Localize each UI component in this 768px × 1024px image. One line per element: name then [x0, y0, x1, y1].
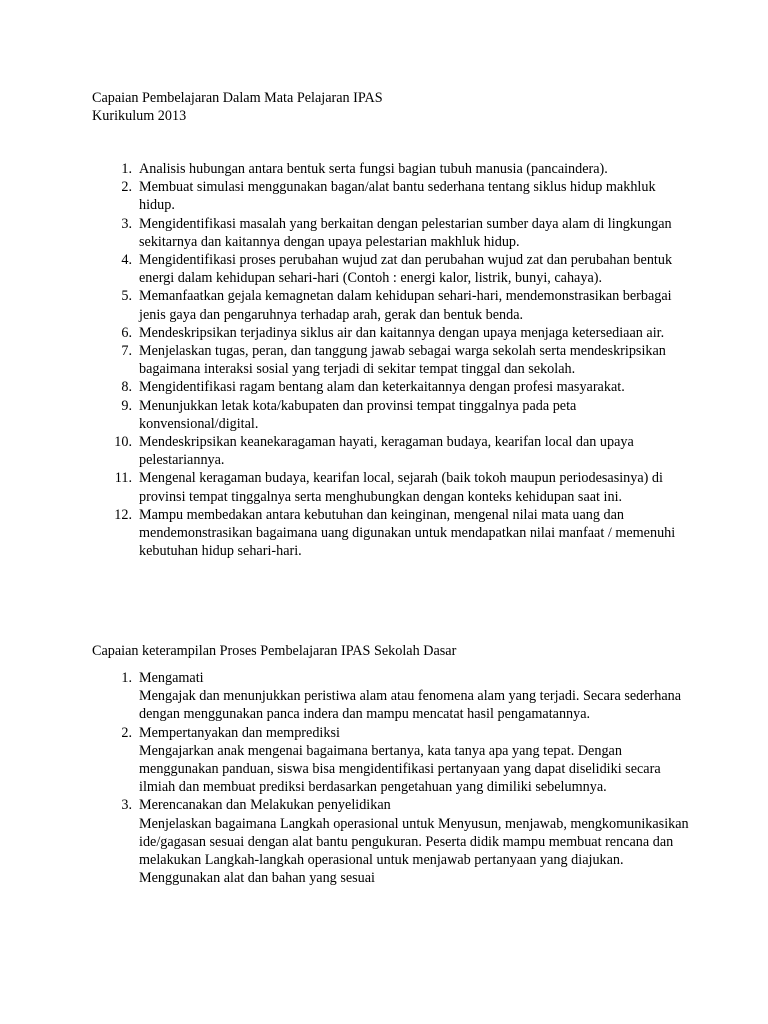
skill-title: Merencanakan dan Melakukan penyelidikan [139, 797, 391, 814]
skills-heading: Capaian keterampilan Proses Pembelajaran IPAS Sekolah Dasar [92, 643, 457, 659]
list-item [92, 215, 692, 251]
skill-description: Mengajak dan menunjukkan peristiwa alam atau fenomena alam yang terjadi. Secara sederhana dengan menggunakan panca indera dan mampu mencatat hasil pengamatannya. [139, 688, 682, 723]
list-item [92, 433, 692, 469]
list-number: 2. [121, 179, 132, 196]
list-number: 8. [121, 379, 132, 396]
list-item [92, 506, 692, 561]
list-item [92, 796, 692, 887]
skill-description: Mengajarkan anak mengenai bagaimana bertanya, kata tanya apa yang tepat. Dengan menggunakan panduan, siswa bisa mengidentifikasi pertanyaan yang dapat diselidiki secara ilmiah dan membuat prediksi berdasarkan pengetahuan yang dimiliki sebelumnya. [139, 742, 661, 796]
list-item [92, 669, 692, 724]
list-item-text: Menunjukkan letak kota/kabupaten dan provinsi tempat tinggalnya pada peta konvensional/digital. [139, 397, 577, 432]
list-number: 1. [121, 670, 132, 686]
list-item-text: Menjelaskan tugas, peran, dan tanggung jawab sebagai warga sekolah serta mendeskripsikan bagaimana interaksi sosial yang terjadi di sekitar tempat tinggal dan sekolah. [139, 343, 666, 378]
list-number: 9. [121, 397, 132, 414]
list-item [92, 287, 692, 323]
list-number: 6. [121, 324, 132, 341]
list-item [92, 724, 692, 797]
list-item [92, 397, 692, 433]
list-item [92, 342, 692, 378]
list-item-text: Mengidentifikasi proses perubahan wujud zat dan perubahan wujud zat dan perubahan bentuk energi dalam kehidupan sehari-hari (Contoh : energi kalor, listrik, bunyi, cahaya). [139, 252, 673, 287]
skill-title: Mempertanyakan dan memprediksi [139, 724, 340, 741]
skills-list [92, 669, 692, 887]
list-item-text: Analisis hubungan antara bentuk serta fungsi bagian tubuh manusia (pancaindera). [139, 161, 608, 177]
list-number: 2. [121, 724, 132, 741]
list-number: 12. [114, 506, 132, 523]
title-line-2: Kurikulum 2013 [92, 108, 187, 125]
list-item-text: Mengidentifikasi ragam bentang alam dan keterkaitannya dengan profesi masyarakat. [139, 379, 625, 396]
list-number: 5. [121, 288, 132, 305]
title-line-1: Capaian Pembelajaran Dalam Mata Pelajaran IPAS [92, 90, 383, 106]
list-item-text: Mengenal keragaman budaya, kearifan local, sejarah (baik tokoh maupun periodesasinya) di provinsi tempat tinggalnya serta menghubungkan dengan konteks kehidupan saat ini. [139, 470, 663, 505]
list-number: 7. [121, 343, 132, 360]
list-item [92, 469, 692, 505]
list-item [92, 178, 692, 214]
list-item [92, 251, 692, 287]
list-number: 1. [121, 161, 132, 177]
list-number: 3. [121, 215, 132, 232]
list-item [92, 160, 692, 178]
list-item [92, 324, 692, 342]
list-item-text: Mendeskripsikan terjadinya siklus air dan kaitannya dengan upaya menjaga ketersediaan air. [139, 324, 665, 341]
list-item-text: Membuat simulasi menggunakan bagan/alat bantu sederhana tentang siklus hidup makhluk hidup. [139, 179, 656, 214]
skill-title: Mengamati [139, 670, 204, 686]
skill-description: Menjelaskan bagaimana Langkah operasional untuk Menyusun, menjawab, mengkomunikasikan ide/gagasan sesuai dengan alat bantu pengukuran. Peserta didik mampu membuat rencana dan melakukan Langkah-langkah operasional untuk menjawab pertanyaan yang diajukan. Menggunakan alat dan bahan yang sesuai [139, 815, 689, 887]
list-item [92, 378, 692, 396]
competency-list [92, 160, 692, 560]
list-item-text: Memanfaatkan gejala kemagnetan dalam kehidupan sehari-hari, mendemonstrasikan berbagai jenis gaya dan pengaruhnya terhadap arah, gerak dan bentuk benda. [139, 288, 672, 323]
list-number: 11. [114, 470, 132, 487]
list-item-text: Mampu membedakan antara kebutuhan dan keinginan, mengenal nilai mata uang dan mendemonstrasikan bagaimana uang digunakan untuk mendapatkan nilai manfaat / memenuhi kebutuhan hidup sehari-hari. [139, 506, 676, 560]
document-title [92, 89, 692, 125]
list-item-text: Mendeskripsikan keanekaragaman hayati, keragaman budaya, kearifan local dan upaya pelestariannya. [139, 434, 634, 469]
list-item-text: Mengidentifikasi masalah yang berkaitan dengan pelestarian sumber daya alam di lingkungan sekitarnya dan kaitannya dengan upaya pelestarian makhluk hidup. [139, 215, 672, 250]
list-number: 4. [121, 252, 132, 269]
list-number: 10. [114, 434, 132, 451]
list-number: 3. [121, 797, 132, 814]
